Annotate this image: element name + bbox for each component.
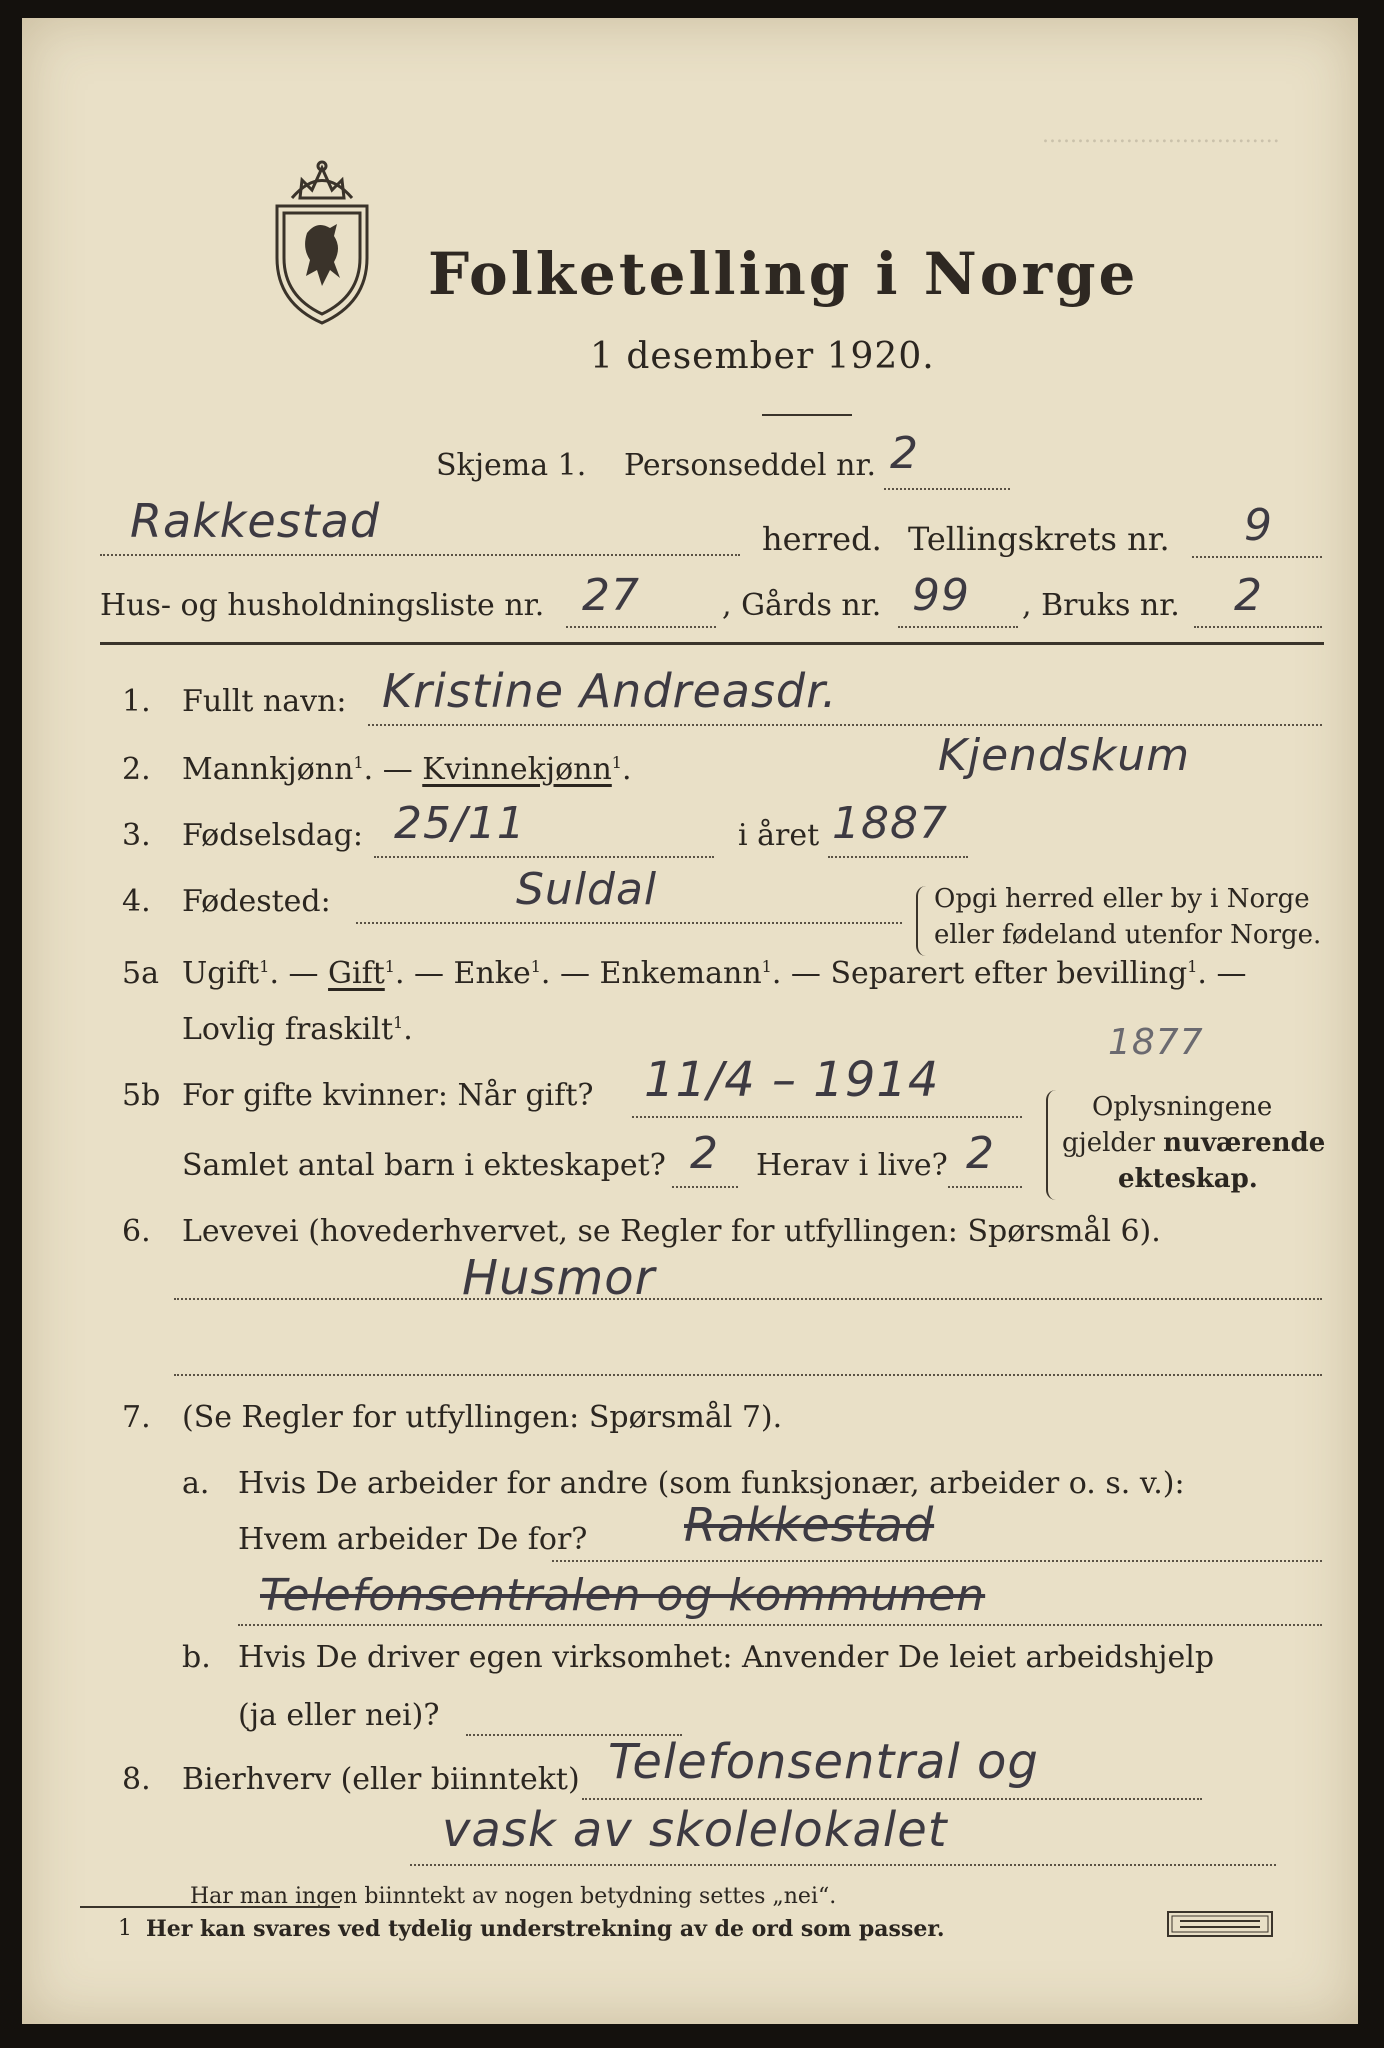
q5a-separert[interactable]: . — Separert efter bevilling — [771, 956, 1188, 991]
bruks-label: , Bruks nr. — [1022, 588, 1180, 623]
q8-line-1 — [582, 1798, 1202, 1800]
q5b-line-2 — [672, 1186, 738, 1188]
q4-brace — [916, 886, 926, 956]
q5b-value-1[interactable]: 11/4 – 1914 — [644, 1052, 940, 1108]
q8-value[interactable]: Telefonsentral og — [608, 1734, 1039, 1790]
q7-label: (Se Regler for utfyllingen: Spørsmål 7). — [182, 1400, 783, 1435]
personseddel-label: Personseddel nr. — [624, 448, 877, 483]
q2-end: . — [621, 752, 632, 787]
q1-number: 1. — [122, 684, 151, 719]
q8-note: Har man ingen biinntekt av nogen betydning settes „nei“. — [190, 1884, 837, 1909]
q2-sup-b: 1 — [611, 753, 622, 772]
husliste-label: Hus- og husholdningsliste nr. — [100, 588, 545, 623]
q7a-value-2[interactable]: Telefonsentralen og kommunen — [260, 1570, 986, 1621]
q7b-letter: b. — [182, 1640, 211, 1675]
q2-sup-a: 1 — [353, 753, 364, 772]
q5a-enkemann[interactable]: . — Enkemann — [540, 956, 762, 991]
footnote-rule — [80, 1906, 340, 1908]
q5b-line-1 — [632, 1116, 1022, 1118]
personseddel-value[interactable]: 2 — [890, 428, 919, 479]
tellingskrets-value[interactable]: 9 — [1244, 500, 1273, 551]
q6-value[interactable]: Husmor — [462, 1250, 656, 1306]
footnote-text: Her kan svares ved tydelig understrekning av de ord som passer. — [146, 1916, 945, 1942]
q7a-letter: a. — [182, 1466, 210, 1501]
herred-value[interactable]: Rakkestad — [130, 494, 381, 548]
bruks-line — [1194, 626, 1322, 628]
personseddel-line — [884, 488, 1010, 490]
q6-line-2 — [174, 1374, 1322, 1376]
q4-note-1: Opgi herred eller by i Norge — [934, 884, 1310, 914]
q5b-value-2[interactable]: 2 — [690, 1128, 719, 1179]
q4-line — [356, 922, 902, 924]
q8-number: 8. — [122, 1762, 151, 1797]
q5b-note-2: gjelder nuværende — [1062, 1128, 1326, 1158]
tellingskrets-line — [1192, 556, 1322, 558]
q7-number: 7. — [122, 1400, 151, 1435]
q6-number: 6. — [122, 1214, 151, 1249]
q6-line-1 — [174, 1298, 1322, 1300]
q5a-ugift[interactable]: Ugift — [182, 956, 260, 991]
q6-label: Levevei (hovederhvervet, se Regler for utfyllingen: Spørsmål 6). — [182, 1214, 1161, 1249]
norway-coat-of-arms-icon — [262, 158, 382, 328]
q5b-note-3: ekteskap. — [1118, 1164, 1258, 1194]
q5a-number: 5a — [122, 956, 159, 991]
husliste-line — [566, 626, 716, 628]
q3-year-value[interactable]: 1887 — [832, 798, 948, 849]
q3-year-label: i året — [738, 818, 820, 853]
q2-text — [182, 752, 632, 787]
q1-line — [368, 724, 1322, 726]
q7a-value[interactable]: Rakkestad — [684, 1498, 935, 1552]
q5b-label-3: Herav i live? — [756, 1148, 948, 1183]
header-rule — [100, 642, 1324, 645]
tellingskrets-label: Tellingskrets nr. — [908, 520, 1170, 558]
census-form-page — [22, 18, 1358, 2024]
q5b-margin-note: 1877 — [1108, 1022, 1204, 1063]
q8-line-2 — [410, 1864, 1276, 1866]
q1-value[interactable]: Kristine Andreasdr. — [382, 664, 838, 718]
q7a-question: Hvem arbeider De for? — [238, 1522, 588, 1557]
q4-note-2: eller fødeland utenfor Norge. — [934, 920, 1322, 950]
schema-label: Skjema 1. — [436, 448, 587, 483]
q3-year-line — [828, 856, 968, 858]
q5b-label-2: Samlet antal barn i ekteskapet? — [182, 1148, 666, 1183]
q5b-number: 5b — [122, 1078, 161, 1113]
q5a-enke[interactable]: . — Enke — [394, 956, 531, 991]
gards-line — [898, 626, 1018, 628]
q2-female[interactable]: Kvinnekjønn — [422, 752, 612, 787]
herred-label: herred. — [762, 520, 882, 558]
q5b-brace — [1046, 1090, 1058, 1200]
husliste-value[interactable]: 27 — [582, 570, 640, 621]
form-title: Folketelling i Norge — [428, 240, 1139, 308]
form-date: 1 desember 1920. — [590, 336, 935, 377]
q3-line — [374, 856, 714, 858]
q1-label: Fullt navn: — [182, 684, 347, 719]
q2-sep: . — — [363, 752, 413, 787]
herred-line — [100, 554, 740, 556]
q5b-line-3 — [948, 1186, 1022, 1188]
q8-label: Bierhverv (eller biinntekt) — [182, 1762, 580, 1797]
q3-label: Fødselsdag: — [182, 818, 363, 853]
q3-value[interactable]: 25/11 — [394, 798, 526, 849]
q5b-note-1: Oplysningene — [1092, 1092, 1273, 1122]
q2-male[interactable]: Mannkjønn — [182, 752, 354, 787]
q1-value-surname[interactable]: Kjendskum — [938, 730, 1191, 781]
gards-label: , Gårds nr. — [722, 588, 882, 623]
printer-stamp-icon — [1166, 1910, 1274, 1938]
footnote-mark: 1 — [118, 1916, 132, 1941]
q7b-question: (ja eller nei)? — [238, 1698, 440, 1733]
gards-value[interactable]: 99 — [912, 570, 970, 621]
q4-label: Fødested: — [182, 884, 331, 919]
q8-value-2[interactable]: vask av skolelokalet — [442, 1802, 948, 1858]
q2-number: 2. — [122, 752, 151, 787]
q3-number: 3. — [122, 818, 151, 853]
bleed-through-text: .................................. — [1042, 123, 1280, 148]
q5b-label-1: For gifte kvinner: Når gift? — [182, 1078, 594, 1113]
q7a-text: Hvis De arbeider for andre (som funksjonær, arbeider o. s. v.): — [238, 1466, 1185, 1501]
q5b-value-3[interactable]: 2 — [966, 1128, 995, 1179]
q5a-gift[interactable]: Gift — [328, 956, 385, 991]
q5a-options: Ugift$^1$. — Gift$^1$. — Enke$^1$. — Enkemann$^1$. — Separert efter bevilling$^1$. — — [182, 956, 1247, 991]
title-divider — [762, 414, 852, 416]
q7a-line-2 — [238, 1624, 1322, 1626]
q4-number: 4. — [122, 884, 151, 919]
q5a-fraskilt[interactable]: Lovlig fraskilt$^1$. — [182, 1012, 413, 1047]
q7b-text: Hvis De driver egen virksomhet: Anvender De leiet arbeidshjelp — [238, 1640, 1215, 1675]
bruks-value[interactable]: 2 — [1234, 570, 1263, 621]
q7a-line-1 — [552, 1560, 1322, 1562]
q4-value[interactable]: Suldal — [516, 864, 658, 915]
